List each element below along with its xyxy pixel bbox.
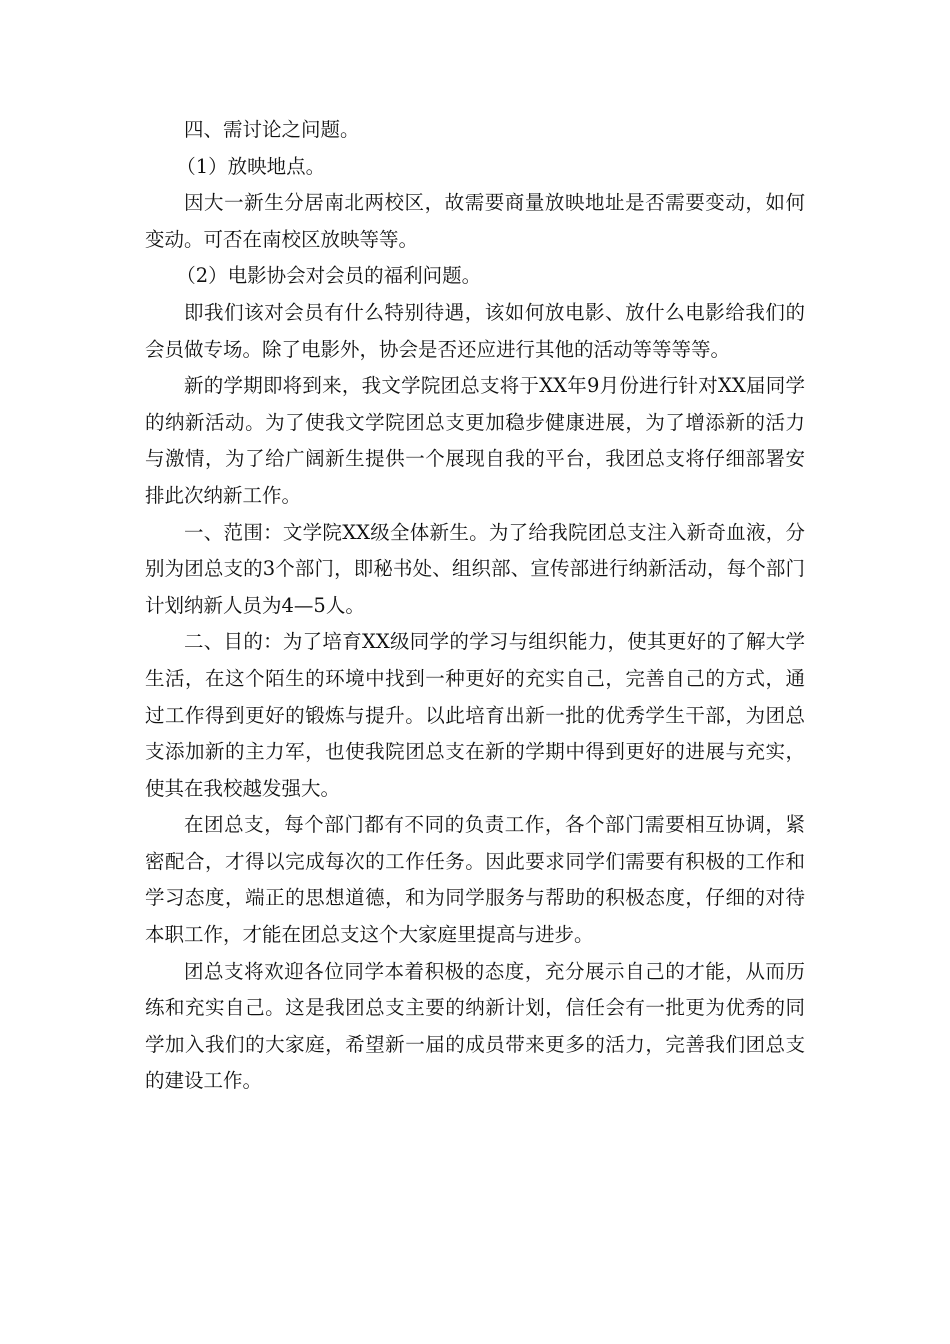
paragraph: 在团总支，每个部门都有不同的负责工作，各个部门需要相互协调，紧密配合，才得以完成每次的工作任务。因此要求同学们需要有积极的工作和学习态度，端正的思想道德，和为同学服务与帮助的积极态度，仔细的对待本职工作，才能在团总支这个大家庭里提高与进步。 bbox=[145, 813, 805, 947]
paragraph: 二、目的：为了培育XX级同学的学习与组织能力，使其更好的了解大学生活，在这个陌生的环境中找到一种更好的充实自己，完善自己的方式，通过工作得到更好的锻炼与提升。以此培育出新一批的优秀学生干部，为团总支添加新的主力军，也使我院团总支在新的学期中得到更好的进展与充实，使其在我校越发强大。 bbox=[145, 630, 805, 800]
paragraph: 即我们该对会员有什么特别待遇，该如何放电影、放什么电影给我们的会员做专场。除了电影外，协会是否还应进行其他的活动等等等等。 bbox=[145, 300, 805, 361]
paragraph: 团总支将欢迎各位同学本着积极的态度，充分展示自己的才能，从而历练和充实自己。这是我团总支主要的纳新计划，信任会有一批更为优秀的同学加入我们的大家庭，希望新一届的成员带来更多的活力，完善我们团总支的建设工作。 bbox=[145, 959, 805, 1093]
sub-item: （1）放映地点。 bbox=[176, 154, 326, 178]
document-body bbox=[145, 112, 805, 1100]
section-heading: 四、需讨论之问题。 bbox=[184, 118, 360, 141]
paragraph: 因大一新生分居南北两校区，故需要商量放映地址是否需要变动，如何变动。可否在南校区放映等等。 bbox=[145, 191, 805, 251]
sub-item: （2）电影协会对会员的福利问题。 bbox=[176, 264, 482, 288]
paragraph: 新的学期即将到来，我文学院团总支将于XX年9月份进行针对XX届同学的纳新活动。为了使我文学院团总支更加稳步健康进展，为了增添新的活力与激情，为了给广阔新生提供一个展现自我的平台，我团总支将仔细部署安排此次纳新工作。 bbox=[145, 374, 805, 507]
paragraph: 一、范围：文学院XX级全体新生。为了给我院团总支注入新奇血液，分别为团总支的3个部门，即秘书处、组织部、宣传部进行纳新活动，每个部门计划纳新人员为4—5人。 bbox=[145, 520, 805, 617]
